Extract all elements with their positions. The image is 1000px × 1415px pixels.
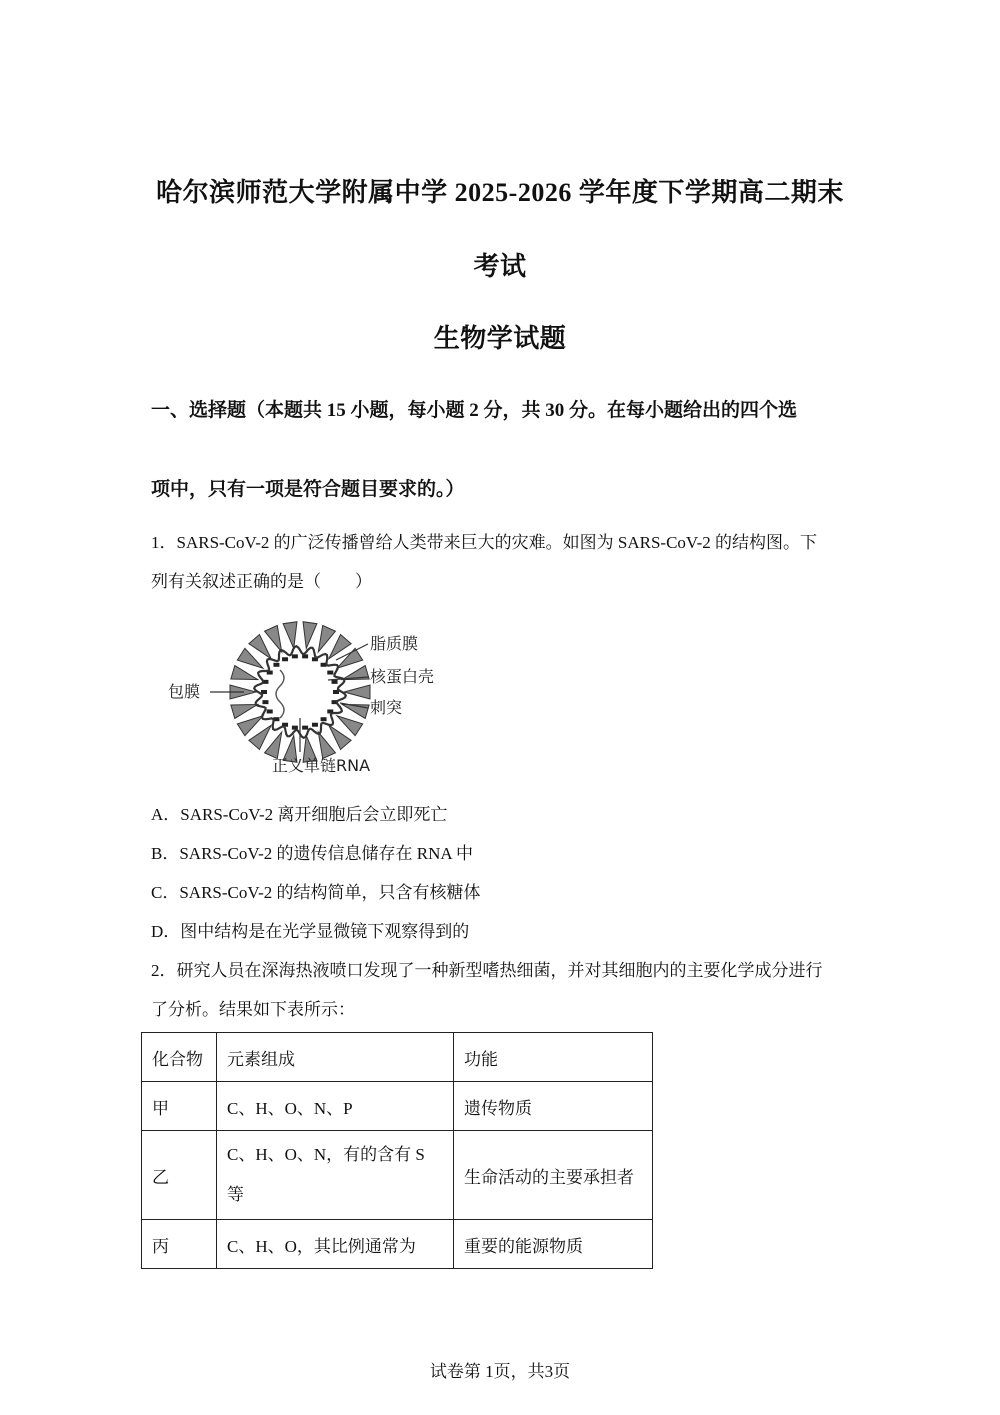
table-header-cell: 功能	[454, 1033, 653, 1082]
exam-title-line1: 哈尔滨师范大学附属中学 2025-2026 学年度下学期高二期末	[156, 178, 844, 207]
spike-protein	[344, 685, 370, 699]
spike-protein	[249, 725, 271, 749]
q1-stem-line2: 列有关叙述正确的是（ ）	[151, 572, 372, 591]
capsid-protein	[327, 671, 333, 675]
table-cell: C、H、O，其比例通常为	[217, 1220, 454, 1269]
table-cell: 遗传物质	[454, 1082, 653, 1131]
table-cell: 丙	[142, 1220, 217, 1269]
q2-stem-line2: 了分析。结果如下表所示：	[151, 1000, 355, 1019]
q1-option-a: A．SARS-CoV-2 离开细胞后会立即死亡	[151, 805, 448, 824]
label-envelope: 包膜	[168, 682, 201, 701]
table-header-row	[142, 1033, 653, 1082]
table-row	[142, 1220, 653, 1269]
spike-protein	[337, 648, 363, 668]
table-cell: 生命活动的主要承担者	[454, 1131, 653, 1220]
capsid-protein	[262, 700, 268, 704]
spike-protein	[231, 666, 258, 680]
capsid-protein	[302, 726, 308, 730]
composition-table	[141, 1032, 653, 1269]
spike-protein	[237, 648, 263, 668]
spike-protein	[231, 704, 258, 718]
capsid-protein	[292, 654, 298, 658]
q1-stem-line1: 1．SARS-CoV-2 的广泛传播曾给人类带来巨大的灾难。如图为 SARS-CoV-2 的结构图。下	[151, 533, 818, 552]
label-spike: 刺突	[370, 698, 403, 717]
section-heading-line1: 一、选择题（本题共 15 小题，每小题 2 分，共 30 分。在每小题给出的四个选	[151, 400, 798, 421]
spike-protein	[342, 704, 369, 718]
virus-structure-figure	[160, 600, 450, 780]
rna-strand	[276, 670, 284, 718]
page-footer: 试卷第 1页，共3页	[429, 1362, 571, 1381]
capsid-protein	[273, 663, 279, 667]
label-lipid-membrane: 脂质膜	[370, 634, 419, 653]
table-header-cell: 化合物	[142, 1033, 217, 1082]
capsid-protein	[332, 680, 338, 684]
label-capsid: 核蛋白壳	[370, 667, 435, 686]
capsid-protein	[267, 709, 273, 713]
exam-title-line2: 考试	[473, 252, 527, 281]
spike-protein	[329, 725, 351, 749]
section-heading-line2: 项中，只有一项是符合题目要求的。）	[151, 479, 465, 500]
table-cell: 重要的能源物质	[454, 1220, 653, 1269]
table-row	[142, 1082, 653, 1131]
spike-protein	[318, 625, 335, 652]
table-row	[142, 1131, 653, 1220]
table-cell: C、H、O、N、P	[217, 1082, 454, 1131]
spike-protein	[337, 716, 363, 736]
spike-protein	[303, 622, 317, 649]
q1-option-d: D．图中结构是在光学显微镜下观察得到的	[151, 922, 470, 941]
capsid-protein	[321, 717, 327, 721]
q1-option-b: B．SARS-CoV-2 的遗传信息储存在 RNA 中	[151, 844, 473, 863]
table-cell: 甲	[142, 1082, 217, 1131]
spike-protein	[318, 732, 335, 759]
q1-option-c: C．SARS-CoV-2 的结构简单，只含有核糖体	[151, 883, 481, 902]
spike-protein	[283, 622, 297, 649]
exam-subtitle: 生物学试题	[433, 324, 567, 353]
spike-protein	[265, 625, 282, 652]
table-cell: 乙	[142, 1131, 217, 1220]
spike-protein	[265, 732, 282, 759]
table-header-cell: 元素组成	[217, 1033, 454, 1082]
spike-protein	[237, 716, 263, 736]
q2-stem-line1: 2．研究人员在深海热液喷口发现了一种新型嗜热细菌，并对其细胞内的主要化学成分进行	[151, 961, 823, 980]
spike-protein	[329, 635, 351, 659]
capsid-protein	[312, 723, 318, 727]
table-cell: C、H、O、N，有的含有 S 等	[217, 1131, 454, 1220]
label-rna: 正义单链RNA	[272, 756, 371, 775]
spike-protein	[249, 635, 271, 659]
capsid-protein	[282, 657, 288, 661]
